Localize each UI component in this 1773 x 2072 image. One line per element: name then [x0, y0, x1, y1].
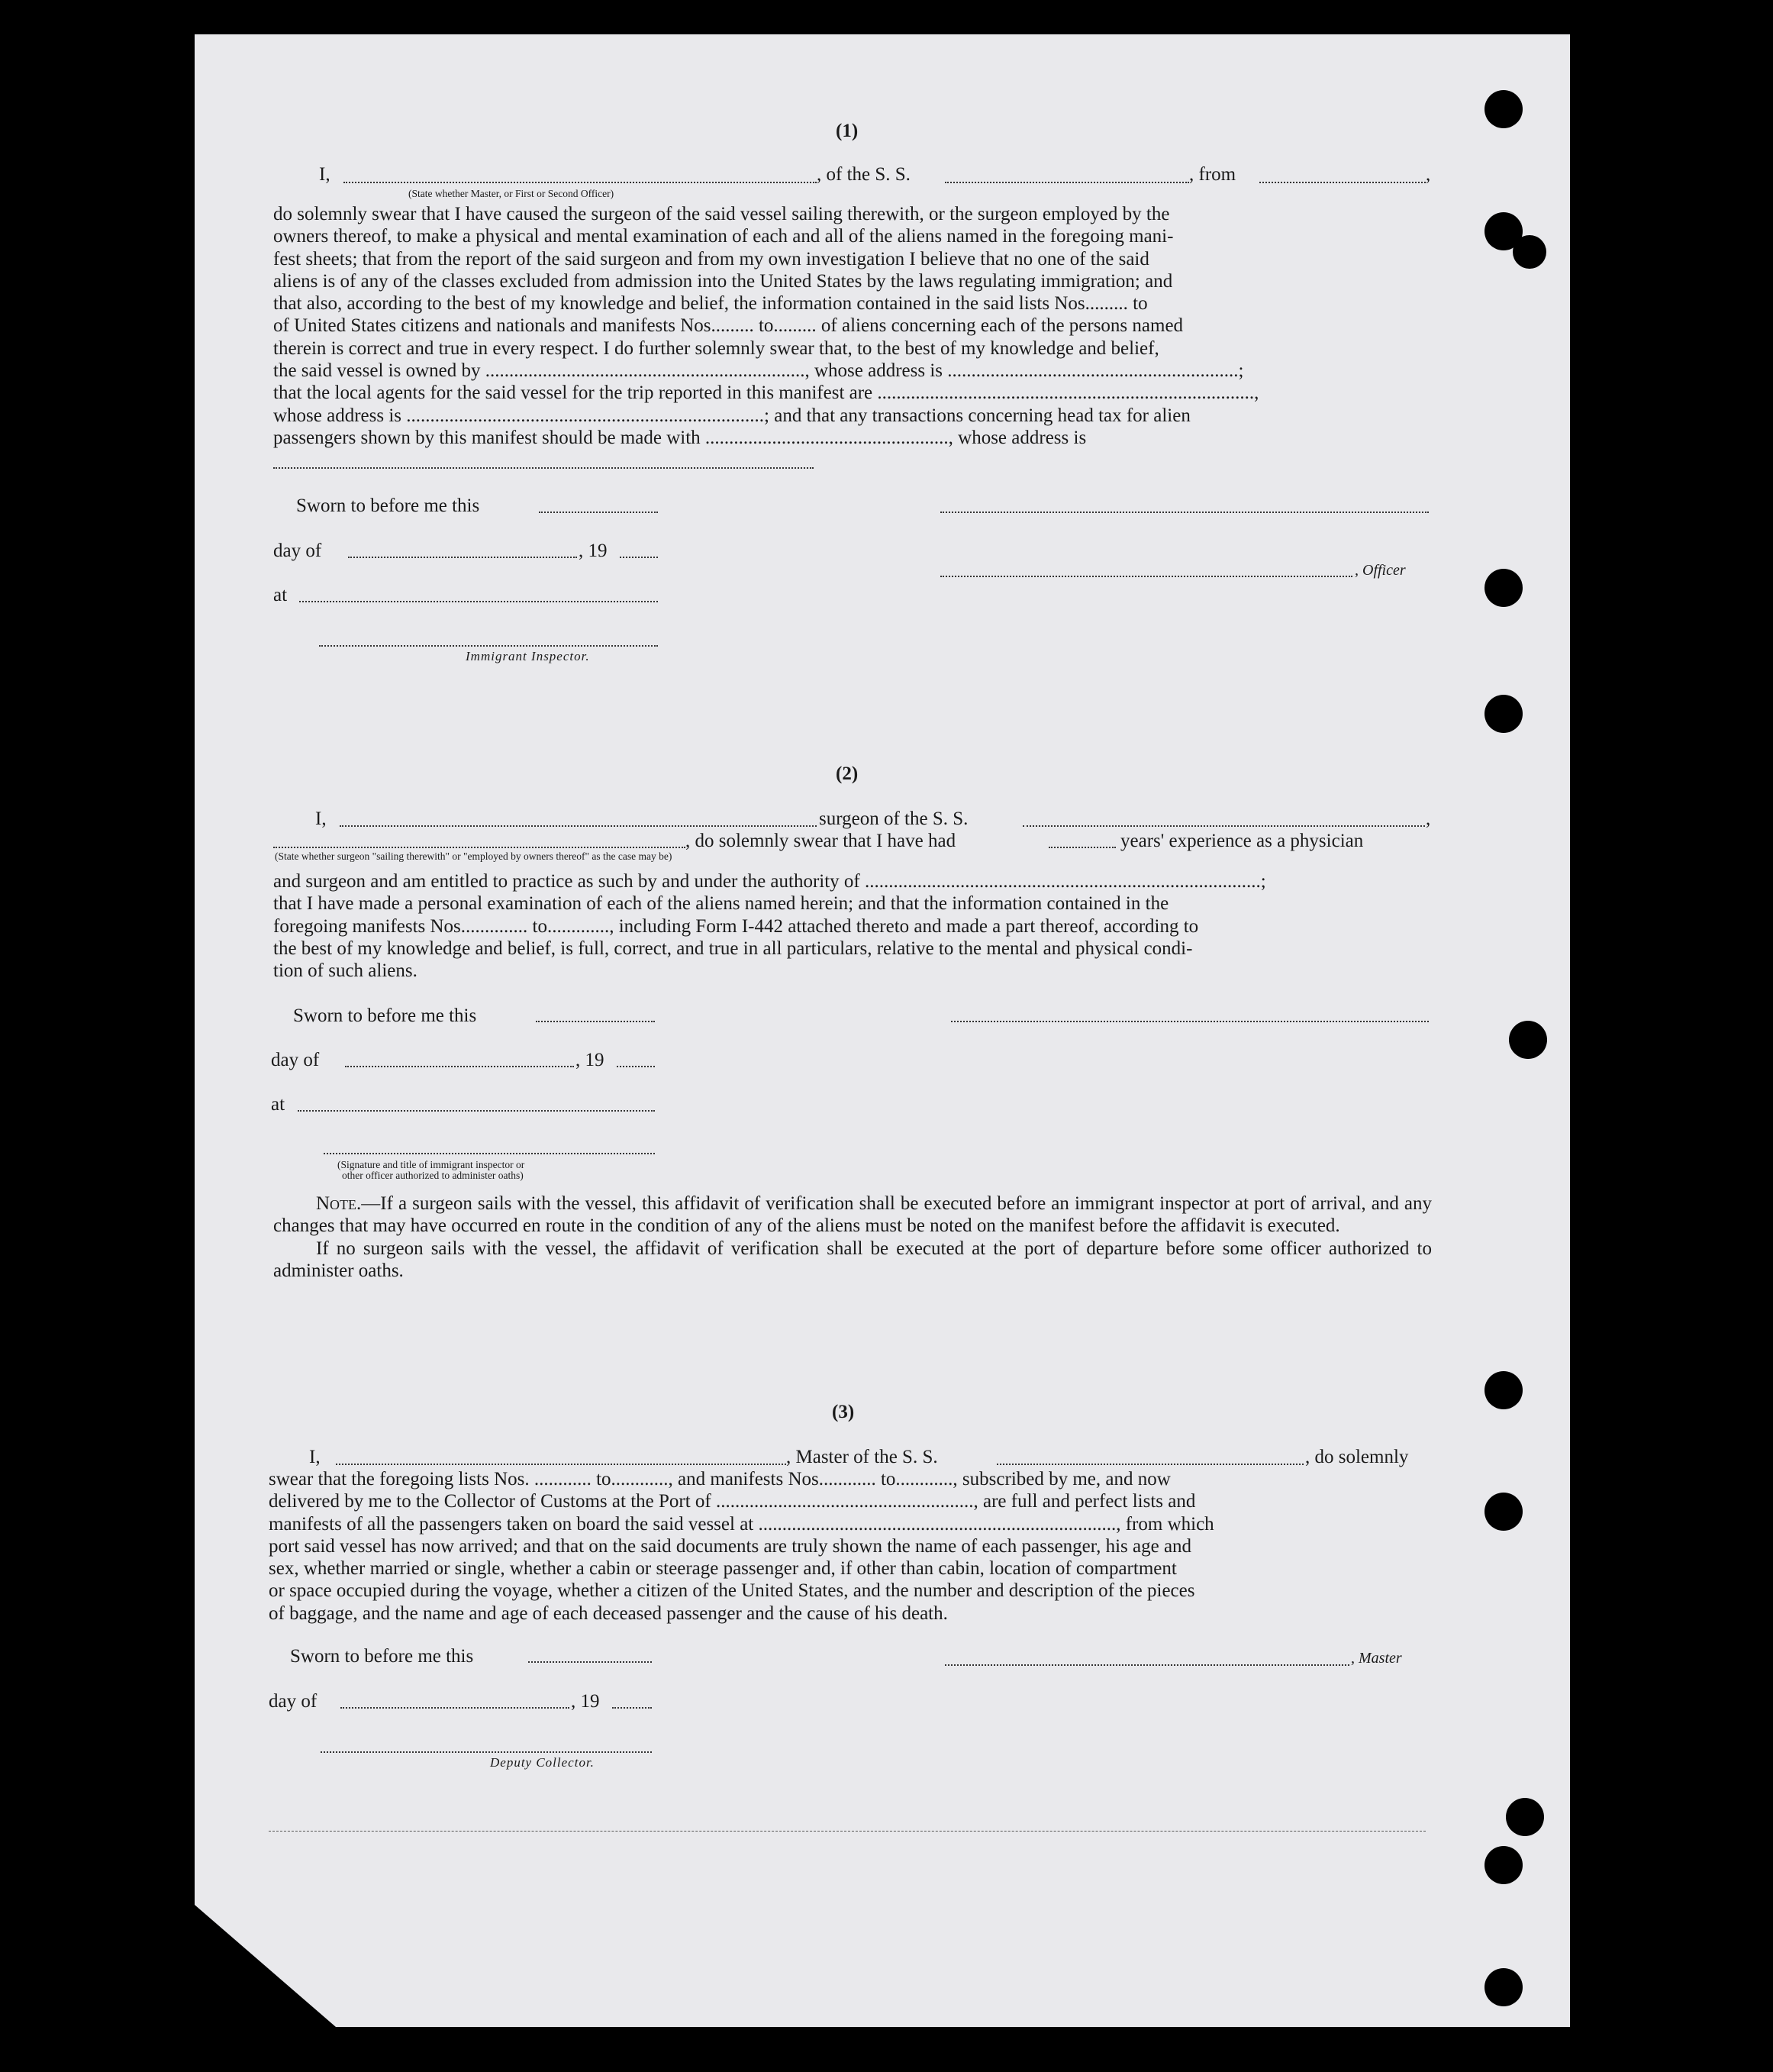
binder-hole [1484, 1968, 1523, 2006]
officer-signature-field[interactable] [940, 512, 1429, 513]
surgeon-name-field[interactable] [340, 825, 817, 827]
oath-line: passengers shown by this manifest should be made with ..................................................., whose address is [273, 427, 1087, 448]
section-3-intro-prefix: I, [309, 1447, 321, 1467]
oath-line: the best of my knowledge and belief, is full, correct, and true in all particulars, relative to the mental and physical condi- [273, 938, 1193, 959]
surgeon-status-field[interactable] [273, 847, 685, 848]
years-label: years' experience as a physician [1120, 831, 1364, 851]
day-of-label: day of [273, 541, 322, 561]
master-signature-label: , Master [1351, 1650, 1402, 1667]
signature-caption: other officer authorized to administer oaths) [342, 1170, 524, 1181]
surgeon-label: surgeon of the S. S. [819, 808, 969, 829]
surgeon-status-caption: (State whether surgeon "sailing therewith" or "employed by owners thereof" as the case may be) [275, 850, 672, 862]
section-2-oath [273, 870, 1432, 982]
swear-label: , do solemnly swear that I have had [685, 831, 956, 851]
at-field[interactable] [299, 601, 658, 602]
deputy-signature-field[interactable] [321, 1751, 652, 1753]
surgeon-ship-field[interactable] [1023, 825, 1425, 827]
bottom-rule [269, 1831, 1426, 1832]
oath-line: therein is correct and true in every respect. I do further solemnly swear that, to the best of my knowledge and belief, [273, 337, 1159, 359]
year-label: , 19 [571, 1691, 600, 1712]
oath-line: or space occupied during the voyage, whether a citizen of the United States, and the number and description of the pieces [269, 1580, 1195, 1602]
binder-hole [1506, 1798, 1544, 1836]
day-of-field[interactable] [345, 1066, 574, 1067]
year-field[interactable] [620, 557, 658, 558]
sworn-day-field[interactable] [536, 1021, 655, 1022]
master-signature-field[interactable] [945, 1664, 1349, 1666]
year-field[interactable] [612, 1707, 652, 1709]
day-of-field[interactable] [340, 1707, 569, 1709]
section-1-oath [273, 203, 1432, 449]
note-text: —If a surgeon sails with the vessel, this affidavit of verification shall be executed before an immigrant inspector at port of arrival, and any changes that may have occurred en route in the condition of any of the aliens must be noted on the manifest before the affidavit is executed. [273, 1193, 1432, 1237]
oath-line: foregoing manifests Nos.............. to............., including Form I-442 attached thereto and made a part thereof, according to [273, 915, 1199, 937]
section-2-comma: , [1426, 808, 1431, 829]
section-3-number: (3) [832, 1402, 855, 1422]
section-1-intro-prefix: I, [319, 164, 330, 185]
binder-hole [1509, 1021, 1547, 1059]
oath-line: port said vessel has now arrived; and that on the said documents are truly shown the name of each passenger, his age and [269, 1535, 1192, 1557]
oath-line: do solemnly swear that I have caused the surgeon of the said vessel sailing therewith, or the surgeon employed by the [273, 204, 1170, 224]
oath-line: manifests of all the passengers taken on board the said vessel at ..........................................................................., from which [269, 1513, 1214, 1535]
inspector-label: Immigrant Inspector. [466, 649, 590, 663]
binder-hole [1484, 1493, 1523, 1531]
section-2-number: (2) [836, 763, 859, 784]
note-paragraph: If no surgeon sails with the vessel, the affidavit of verification shall be executed at the port of departure before some officer authorized to administer oaths. [273, 1238, 1432, 1281]
sworn-day-field[interactable] [528, 1661, 652, 1663]
binder-hole [1484, 1371, 1523, 1409]
master-label: , Master of the S. S. [786, 1447, 938, 1467]
binder-hole [1513, 235, 1546, 269]
section-2-intro-prefix: I, [315, 808, 327, 829]
at-field[interactable] [298, 1110, 655, 1112]
deputy-collector-label: Deputy Collector. [490, 1755, 595, 1770]
sworn-label: Sworn to before me this [290, 1646, 474, 1667]
section-3-oath [269, 1468, 1429, 1625]
surgeon-signature-field[interactable] [951, 1021, 1429, 1022]
ship-label: , of the S. S. [817, 164, 911, 185]
day-of-field[interactable] [348, 557, 577, 558]
note-block [273, 1193, 1432, 1282]
year-label: , 19 [575, 1050, 604, 1070]
master-name-field[interactable] [343, 182, 817, 183]
ship-name-field[interactable] [945, 182, 1189, 183]
sworn-label: Sworn to before me this [293, 1005, 477, 1026]
oath-line: tion of such aliens. [273, 960, 417, 982]
oath-line: delivered by me to the Collector of Customs at the Port of ......................................................, are full and perfect lists and [269, 1491, 1196, 1512]
day-of-label: day of [269, 1691, 318, 1712]
master-name-field[interactable] [336, 1464, 786, 1465]
master-ship-field[interactable] [997, 1464, 1304, 1465]
oath-line: that also, according to the best of my knowledge and belief, the information contained in the said lists Nos......... to [273, 293, 1148, 315]
solemnly-label: , do solemnly [1305, 1447, 1409, 1467]
officer-title-field[interactable] [940, 576, 1352, 577]
signature-caption: (Signature and title of immigrant inspector or [337, 1159, 525, 1170]
binder-hole [1484, 1846, 1523, 1884]
sworn-day-field[interactable] [539, 512, 658, 513]
oath-line: of baggage, and the name and age of each deceased passenger and the cause of his death. [269, 1602, 948, 1624]
oath-line: aliens is of any of the classes excluded from admission into the United States by the laws regulating immigration; and [273, 270, 1173, 292]
at-label: at [271, 1094, 285, 1115]
oath-line: sex, whether married or single, whether a cabin or steerage passenger and, if other than cabin, location of compartment [269, 1558, 1177, 1580]
oath-line: owners thereof, to make a physical and mental examination of each and all of the aliens named in the foregoing mani- [273, 226, 1174, 247]
day-of-label: day of [271, 1050, 320, 1070]
years-experience-field[interactable] [1049, 847, 1116, 848]
at-label: at [273, 585, 288, 605]
from-label: , from [1189, 164, 1236, 185]
oath-line: fest sheets; that from the report of the said surgeon and from my own investigation I believe that no one of the said [273, 248, 1149, 269]
sworn-label: Sworn to before me this [296, 495, 480, 516]
binder-hole [1484, 569, 1523, 607]
head-tax-address-field[interactable] [273, 467, 814, 469]
section-1-number: (1) [836, 121, 859, 141]
year-field[interactable] [617, 1066, 655, 1067]
binder-hole [1484, 695, 1523, 733]
binder-hole [1484, 90, 1523, 128]
from-port-field[interactable] [1259, 182, 1426, 183]
oath-line: of United States citizens and nationals and manifests Nos......... to......... of aliens concerning each of the persons named [273, 315, 1184, 337]
oath-line: whose address is ...........................................................................; and that any transactions concerning head tax for alien [273, 405, 1191, 426]
officer-role-caption: (State whether Master, or First or Second Officer) [408, 188, 614, 199]
oath-line: the said vessel is owned by ..................................................................., whose address is .............................................................; [273, 360, 1244, 382]
inspector-signature-field[interactable] [319, 645, 658, 647]
oath-line: swear that the foregoing lists Nos. ............ to............, and manifests Nos............ to............, subscribed by me, and now [269, 1469, 1171, 1489]
note-label: Note. [316, 1193, 362, 1214]
oath-line: that I have made a personal examination of each of the aliens named herein; and that the information contained in the [273, 893, 1169, 915]
oath-line: and surgeon and am entitled to practice as such by and under the authority of ...................................................................................; [273, 871, 1266, 892]
officer-label: , Officer [1355, 562, 1406, 579]
oath-line: that the local agents for the said vessel for the trip reported in this manifest are ..............................................................................., [273, 382, 1259, 404]
year-label: , 19 [579, 541, 608, 561]
section-1-comma: , [1426, 164, 1431, 185]
oath-officer-signature-field[interactable] [324, 1153, 655, 1154]
